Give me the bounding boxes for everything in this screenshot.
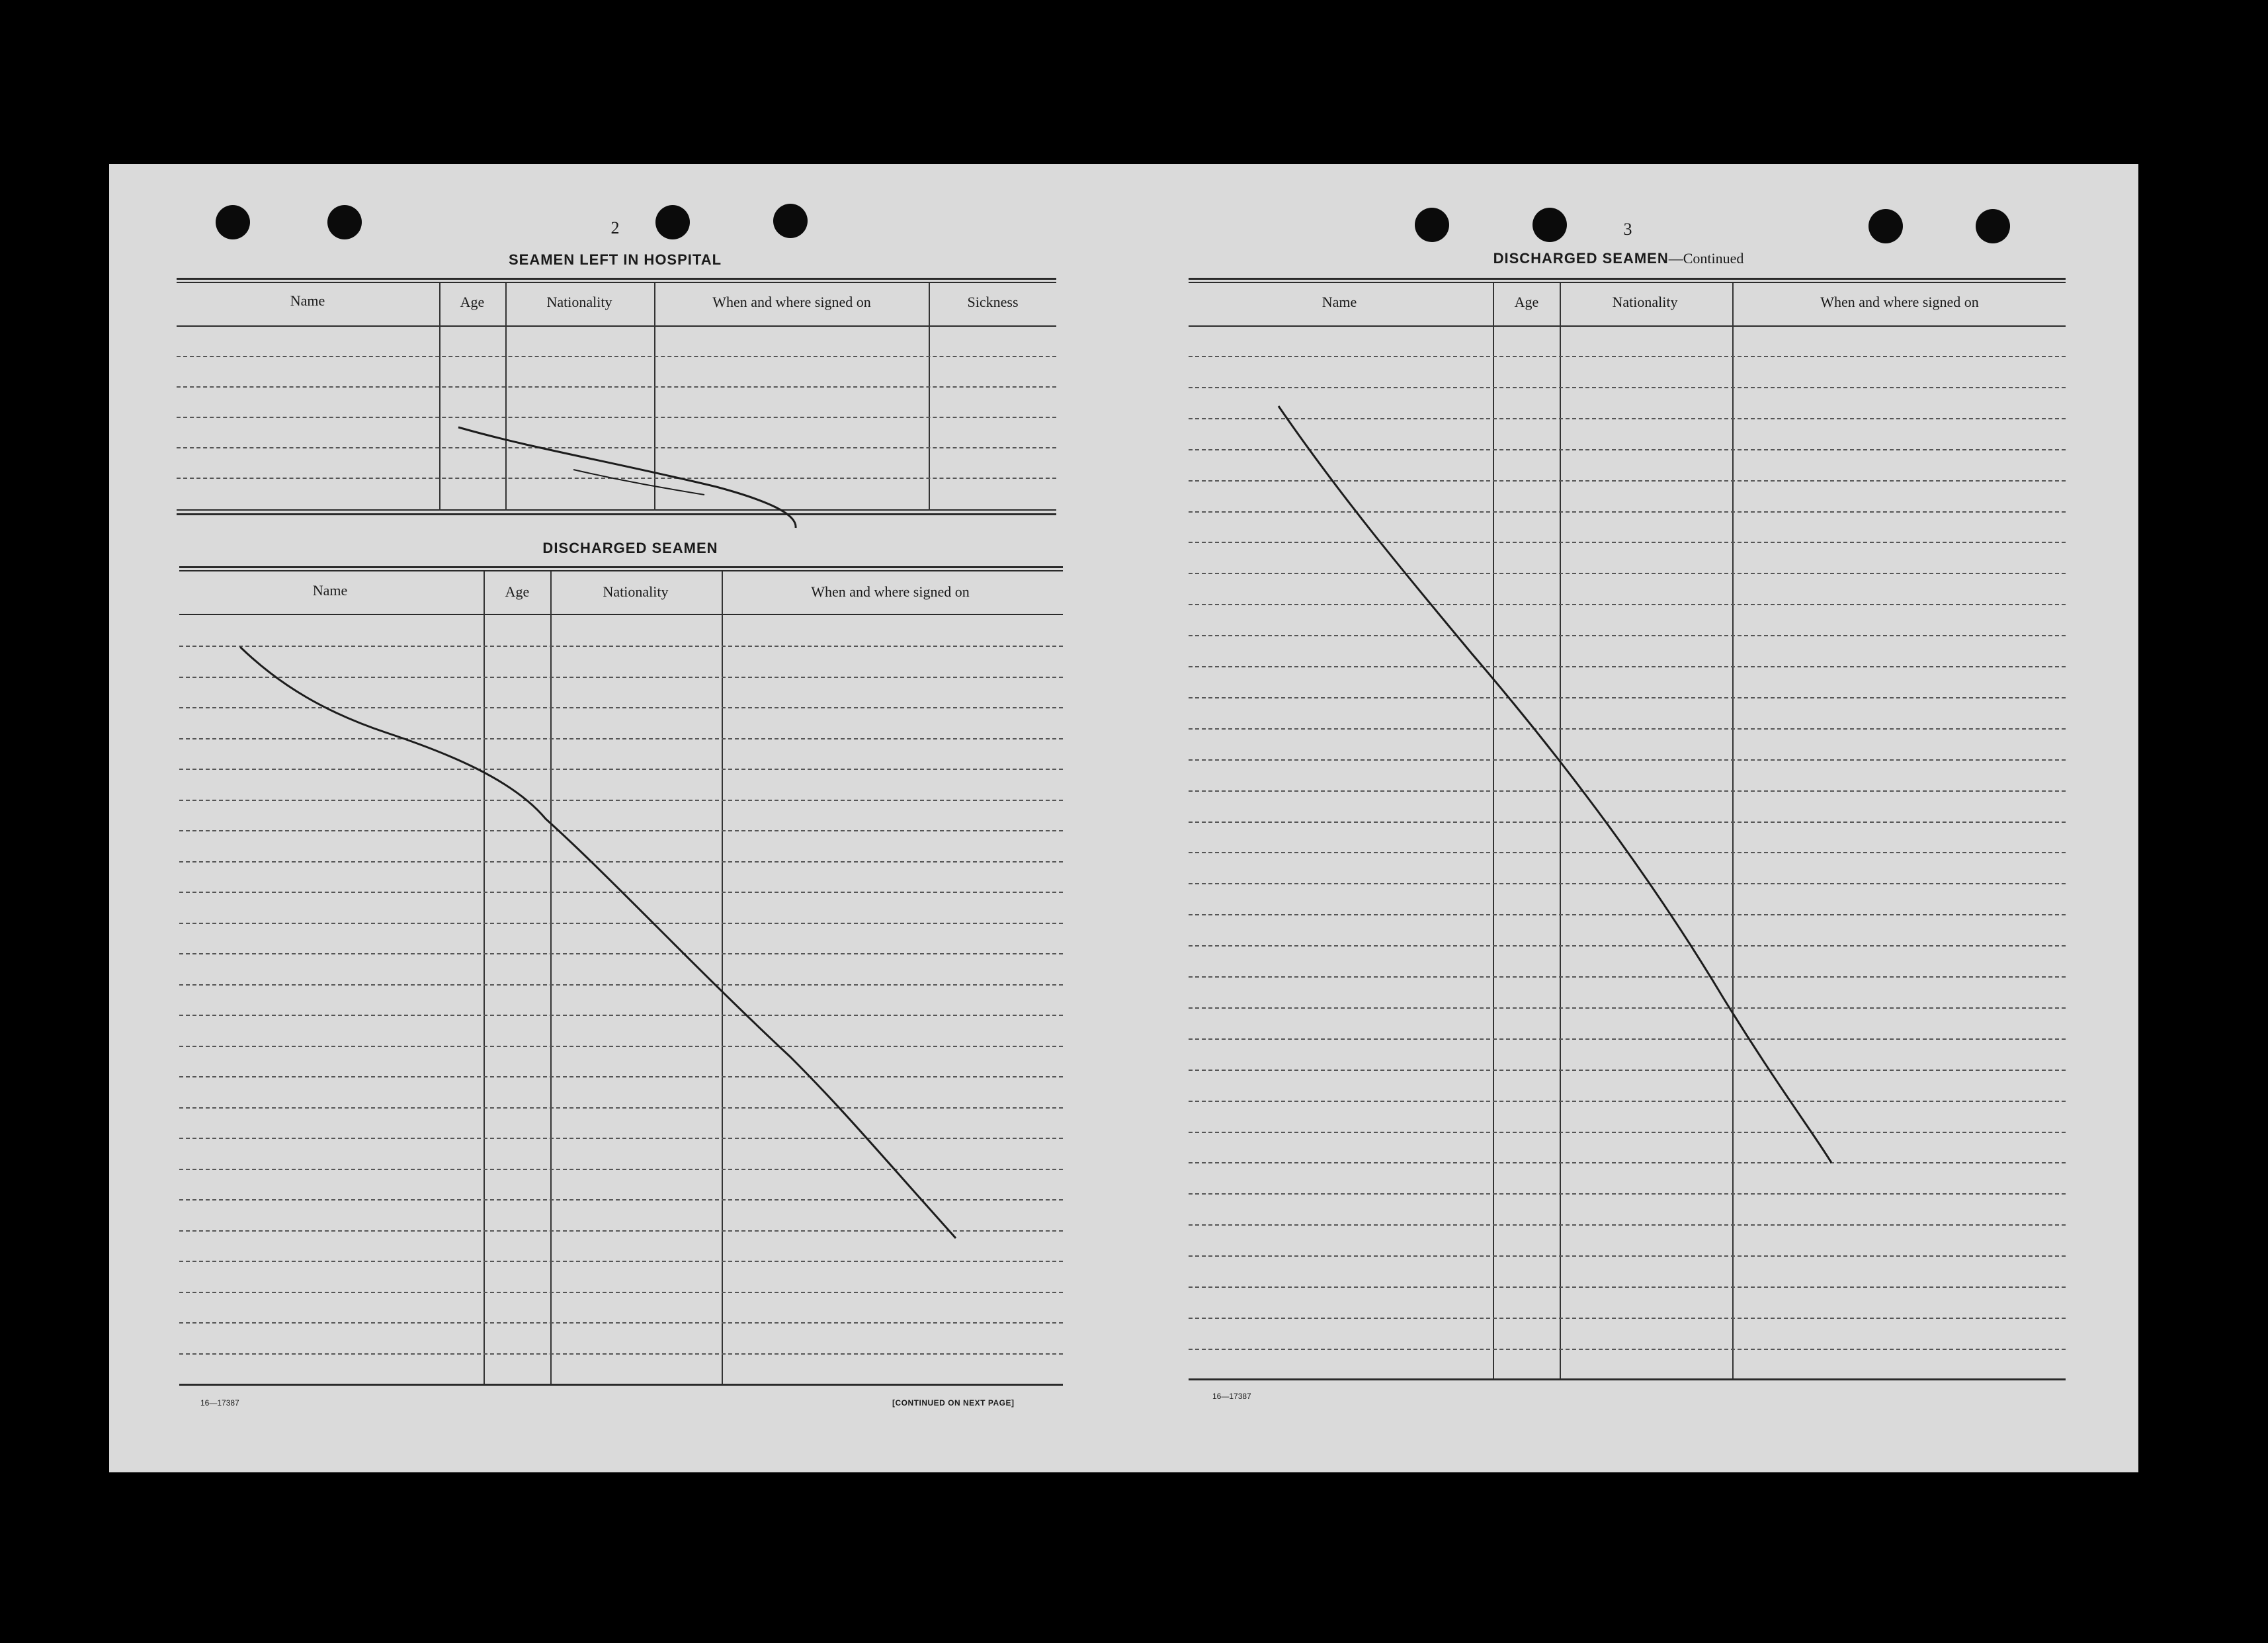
- page-number-right: 3: [1623, 220, 1632, 239]
- hospital-col-name: Name: [290, 292, 325, 309]
- continued-col-name: Name: [1322, 294, 1357, 310]
- continued-col-signed-on: When and where signed on: [1820, 294, 1979, 310]
- discharged-col-signed-on: When and where signed on: [811, 583, 970, 600]
- hospital-col-age: Age: [460, 294, 485, 310]
- discharged-continued-heading: DISCHARGED SEAMEN—Continued: [1493, 250, 1744, 267]
- page-number-left: 2: [610, 218, 620, 237]
- discharged-col-name: Name: [312, 582, 348, 599]
- discharged-col-age: Age: [505, 583, 530, 600]
- discharged-continued-strike-line: [1279, 406, 1831, 1163]
- hospital-col-signed-on: When and where signed on: [712, 294, 871, 310]
- form-number-right: 16—17387: [1212, 1392, 1251, 1401]
- hospital-strike-line: [458, 427, 796, 528]
- hospital-table-heading: SEAMEN LEFT IN HOSPITAL: [508, 251, 722, 268]
- continued-col-age: Age: [1514, 294, 1539, 310]
- discharged-table-heading: DISCHARGED SEAMEN: [542, 540, 718, 556]
- hospital-strike-line: [573, 470, 704, 495]
- continued-note: [CONTINUED ON NEXT PAGE]: [892, 1398, 1015, 1408]
- discharged-col-nationality: Nationality: [603, 583, 669, 600]
- form-number-left: 16—17387: [200, 1398, 239, 1408]
- hospital-col-nationality: Nationality: [546, 294, 612, 310]
- discharged-strike-line: [240, 647, 956, 1238]
- pen-strike-marks: [109, 164, 2138, 1472]
- document-sheet: [109, 164, 2138, 1472]
- hospital-col-sickness: Sickness: [967, 294, 1019, 310]
- continued-col-nationality: Nationality: [1612, 294, 1678, 310]
